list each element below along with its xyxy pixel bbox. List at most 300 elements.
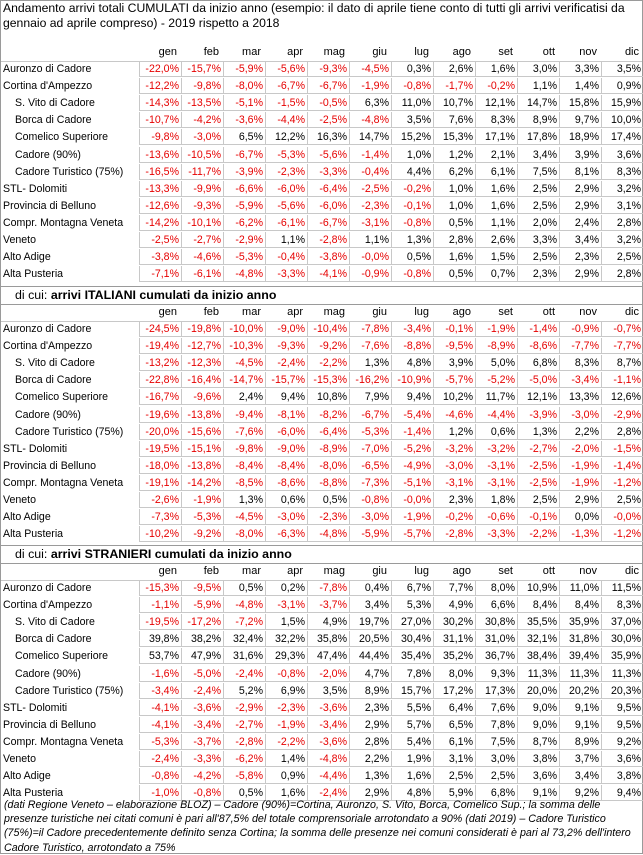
value-cell: 2,9% <box>559 198 601 214</box>
month-header: lug <box>414 306 429 318</box>
value-cell: -9,5% <box>433 338 475 354</box>
table-row <box>1 321 642 338</box>
value-cell: -5,9% <box>349 526 391 542</box>
value-cell: 6,5% <box>433 717 475 733</box>
value-cell: -10,9% <box>391 372 433 388</box>
value-cell: -14,2% <box>181 475 223 491</box>
value-cell: -3,4% <box>307 717 349 733</box>
value-cell: 9,2% <box>559 785 601 801</box>
value-cell: -3,3% <box>475 526 517 542</box>
value-cell: 2,0% <box>517 215 559 231</box>
value-cell: 9,5% <box>601 717 643 733</box>
value-cell: 15,9% <box>601 95 643 111</box>
value-cell: -8,4% <box>265 458 307 474</box>
table-row <box>1 666 642 683</box>
value-cell: 6,8% <box>475 785 517 801</box>
value-cell: -5,3% <box>349 424 391 440</box>
table-row <box>1 61 642 78</box>
value-cell: -19,6% <box>139 407 181 423</box>
value-cell: -10,2% <box>139 526 181 542</box>
value-cell: 0,6% <box>265 492 307 508</box>
value-cell: 17,4% <box>601 129 643 145</box>
value-cell: -0,8% <box>391 266 433 282</box>
value-cell: -10,7% <box>139 112 181 128</box>
month-header: mag <box>323 46 345 58</box>
value-cell: -3,0% <box>559 407 601 423</box>
row-label: Veneto <box>3 494 36 506</box>
value-cell: -11,7% <box>181 164 223 180</box>
value-cell: -0,1% <box>391 198 433 214</box>
value-cell: 14,7% <box>517 95 559 111</box>
value-cell: -2,9% <box>223 232 265 248</box>
value-cell: -2,4% <box>181 683 223 699</box>
value-cell: -13,3% <box>139 181 181 197</box>
value-cell: -7,8% <box>307 580 349 596</box>
value-cell: 2,9% <box>559 266 601 282</box>
row-label: Comelico Superiore <box>15 131 109 144</box>
row-label: Borca di Cadore <box>15 374 92 387</box>
value-cell: -1,9% <box>391 509 433 525</box>
month-header: apr <box>287 46 303 58</box>
value-cell: 2,4% <box>223 389 265 405</box>
value-cell: 35,2% <box>433 648 475 664</box>
value-cell: -6,6% <box>223 181 265 197</box>
value-cell: 31,0% <box>475 631 517 647</box>
table-row <box>1 492 642 509</box>
row-label: S. Vito di Cadore <box>15 616 95 629</box>
value-cell: -2,8% <box>307 232 349 248</box>
value-cell: -7,2% <box>223 614 265 630</box>
value-cell: -2,9% <box>601 407 643 423</box>
row-label: Compr. Montagna Veneta <box>3 735 124 748</box>
value-cell: -1,9% <box>475 321 517 337</box>
value-cell: 4,7% <box>349 666 391 682</box>
value-cell: 0,5% <box>391 249 433 265</box>
value-cell: -2,9% <box>223 700 265 716</box>
value-cell: 10,9% <box>517 580 559 596</box>
value-cell: 2,5% <box>517 198 559 214</box>
table-row <box>1 597 642 614</box>
value-cell: 1,6% <box>265 785 307 801</box>
value-cell: -2,8% <box>223 734 265 750</box>
table-row <box>1 475 642 492</box>
value-cell: -9,8% <box>223 441 265 457</box>
row-label: Comelico Superiore <box>15 650 109 663</box>
value-cell: -7,6% <box>349 338 391 354</box>
report-title: Andamento arrivi totali CUMULATI da inizio anno (esempio: il dato di aprile tiene conto di tutti gli arrivi verificatisi da gennaio ad aprile compreso) - 2019 rispetto a 2018 <box>3 1 625 30</box>
value-cell: -2,3% <box>265 164 307 180</box>
value-cell: -0,1% <box>517 509 559 525</box>
value-cell: 11,3% <box>601 666 643 682</box>
value-cell: -1,4% <box>601 458 643 474</box>
value-cell: 2,3% <box>517 266 559 282</box>
value-cell: 37,0% <box>601 614 643 630</box>
row-label: Comelico Superiore <box>15 391 109 404</box>
month-header: lug <box>414 565 429 577</box>
value-cell: 3,8% <box>517 751 559 767</box>
table-row <box>1 700 642 717</box>
value-cell: -3,0% <box>181 129 223 145</box>
value-cell: 12,2% <box>265 129 307 145</box>
value-cell: 9,4% <box>601 785 643 801</box>
value-cell: 6,3% <box>349 95 391 111</box>
value-cell: -9,0% <box>265 321 307 337</box>
value-cell: -1,1% <box>601 372 643 388</box>
table-row <box>1 683 642 700</box>
value-cell: 35,5% <box>517 614 559 630</box>
value-cell: -15,1% <box>181 441 223 457</box>
value-cell: -0,8% <box>181 785 223 801</box>
month-header: mar <box>242 306 261 318</box>
value-cell: -2,8% <box>433 526 475 542</box>
value-cell: -2,4% <box>265 355 307 371</box>
value-cell: -10,4% <box>307 321 349 337</box>
value-cell: -12,6% <box>139 198 181 214</box>
value-cell: 3,0% <box>517 61 559 77</box>
value-cell: -7,7% <box>601 338 643 354</box>
value-cell: 0,0% <box>559 509 601 525</box>
table-row <box>1 232 642 249</box>
value-cell: -5,6% <box>265 61 307 77</box>
month-header: gen <box>158 565 177 577</box>
row-label: Auronzo di Cadore <box>3 323 92 335</box>
table-row <box>1 181 642 198</box>
table-row <box>1 768 642 785</box>
value-cell: -2,7% <box>517 441 559 457</box>
value-cell: 12,1% <box>517 389 559 405</box>
month-header: nov <box>579 565 597 577</box>
value-cell: 8,4% <box>517 597 559 613</box>
row-label: Provincia di Belluno <box>3 199 97 212</box>
month-header: ott <box>542 46 555 58</box>
table-row <box>1 717 642 734</box>
value-cell: 0,7% <box>475 266 517 282</box>
month-header: set <box>498 46 513 58</box>
value-cell: 29,3% <box>265 648 307 664</box>
month-header: ago <box>452 46 471 58</box>
value-cell: 39,4% <box>559 648 601 664</box>
month-header: giu <box>372 46 387 58</box>
table-row <box>1 389 642 406</box>
value-cell: 8,9% <box>559 734 601 750</box>
value-cell: 11,3% <box>517 666 559 682</box>
value-cell: -4,2% <box>181 768 223 784</box>
value-cell: 9,1% <box>517 785 559 801</box>
value-cell: -3,4% <box>181 717 223 733</box>
value-cell: -0,0% <box>601 509 643 525</box>
row-label: Cortina d'Ampezzo <box>3 80 93 93</box>
row-label: Provincia di Belluno <box>3 718 97 731</box>
value-cell: 9,7% <box>559 112 601 128</box>
value-cell: -16,2% <box>349 372 391 388</box>
month-header: gen <box>158 306 177 318</box>
value-cell: 38,2% <box>181 631 223 647</box>
section-title <box>1 286 642 305</box>
value-cell: -14,7% <box>223 372 265 388</box>
value-cell: -2,4% <box>307 785 349 801</box>
value-cell: -0,7% <box>601 321 643 337</box>
value-cell: -1,5% <box>601 441 643 457</box>
value-cell: 12,6% <box>601 389 643 405</box>
value-cell: 32,4% <box>223 631 265 647</box>
value-cell: 0,5% <box>223 580 265 596</box>
value-cell: 11,7% <box>475 389 517 405</box>
month-header: mar <box>242 46 261 58</box>
value-cell: -2,0% <box>307 666 349 682</box>
value-cell: -8,2% <box>307 407 349 423</box>
table-row <box>1 147 642 164</box>
value-cell: 1,6% <box>433 249 475 265</box>
value-cell: -3,1% <box>349 215 391 231</box>
value-cell: -2,6% <box>139 492 181 508</box>
value-cell: -9,8% <box>181 78 223 94</box>
value-cell: 3,5% <box>307 683 349 699</box>
month-header: mag <box>323 565 345 577</box>
value-cell: -7,3% <box>349 475 391 491</box>
value-cell: 1,9% <box>391 751 433 767</box>
value-cell: -2,3% <box>349 198 391 214</box>
value-cell: 8,3% <box>601 597 643 613</box>
section-heading: arrivi ITALIANI cumulati da inizio anno <box>50 288 277 302</box>
value-cell: -0,0% <box>349 249 391 265</box>
value-cell: -2,0% <box>559 441 601 457</box>
value-cell: 3,7% <box>559 751 601 767</box>
value-cell: 8,7% <box>517 734 559 750</box>
table-row <box>1 580 642 597</box>
row-label: Auronzo di Cadore <box>3 63 92 75</box>
value-cell: 4,4% <box>391 164 433 180</box>
value-cell: -4,6% <box>433 407 475 423</box>
row-label: Cadore Turistico (75%) <box>15 684 124 697</box>
value-cell: 3,9% <box>559 147 601 163</box>
value-cell: -19,5% <box>139 441 181 457</box>
value-cell: -5,2% <box>475 372 517 388</box>
value-cell: 1,3% <box>349 768 391 784</box>
value-cell: -5,0% <box>181 666 223 682</box>
value-cell: -13,6% <box>139 147 181 163</box>
value-cell: 1,0% <box>391 147 433 163</box>
value-cell: 3,4% <box>559 232 601 248</box>
value-cell: -5,3% <box>223 249 265 265</box>
value-cell: 30,8% <box>475 614 517 630</box>
value-cell: -8,8% <box>391 338 433 354</box>
value-cell: 10,7% <box>433 95 475 111</box>
value-cell: 5,5% <box>391 700 433 716</box>
value-cell: 20,0% <box>517 683 559 699</box>
value-cell: -1,3% <box>559 526 601 542</box>
value-cell: 0,9% <box>601 78 643 94</box>
value-cell: 8,3% <box>475 112 517 128</box>
value-cell: 44,4% <box>349 648 391 664</box>
table-row <box>1 164 642 181</box>
value-cell: -13,5% <box>181 95 223 111</box>
value-cell: -0,9% <box>559 321 601 337</box>
value-cell: 18,9% <box>559 129 601 145</box>
month-header: mag <box>323 306 345 318</box>
value-cell: 15,2% <box>391 129 433 145</box>
value-cell: -4,8% <box>223 266 265 282</box>
value-cell: 1,3% <box>391 232 433 248</box>
value-cell: 2,9% <box>349 785 391 801</box>
table-row <box>1 614 642 631</box>
table-row <box>1 526 642 543</box>
value-cell: 6,1% <box>475 164 517 180</box>
value-cell: -0,1% <box>433 321 475 337</box>
row-label: Cortina d'Ampezzo <box>3 340 93 353</box>
value-cell: 1,1% <box>517 78 559 94</box>
row-label: Compr. Montagna Veneta <box>3 216 124 229</box>
section-prefix: di cui: <box>15 547 51 561</box>
value-cell: 0,3% <box>391 61 433 77</box>
value-cell: -8,0% <box>223 78 265 94</box>
table-row <box>1 355 642 372</box>
value-cell: -2,7% <box>223 717 265 733</box>
value-cell: 1,5% <box>265 614 307 630</box>
month-header: feb <box>203 306 219 318</box>
value-cell: -9,3% <box>307 61 349 77</box>
value-cell: 2,2% <box>349 751 391 767</box>
value-cell: -0,6% <box>475 509 517 525</box>
value-cell: 2,8% <box>601 424 643 440</box>
value-cell: -1,2% <box>601 526 643 542</box>
footnote: (dati Regione Veneto – elaborazione BLOZ) – Cadore (90%)=Cortina, Auronzo, S. Vito, Borca, Comelico Sup.; la somma delle presenze turistiche nei citati comuni è pari all'87,5% del totale comprensoriale arrotondato a 90% (dati 2019) – Cadore Turistico (75%)=il Cadore precedentemente definito senza Cortina; la somma delle presenze nei comuni considerati è pari al 73,2% dell'intero Cadore Turistico, arrotondato a 75% <box>4 799 631 854</box>
value-cell: -2,3% <box>307 509 349 525</box>
value-cell: -1,9% <box>559 458 601 474</box>
value-cell: -8,0% <box>223 526 265 542</box>
value-cell: -0,0% <box>391 492 433 508</box>
value-cell: -3,0% <box>349 509 391 525</box>
month-header: feb <box>203 46 219 58</box>
value-cell: 53,7% <box>139 648 181 664</box>
value-cell: -3,6% <box>223 112 265 128</box>
value-cell: 2,4% <box>559 215 601 231</box>
value-cell: -2,2% <box>265 734 307 750</box>
value-cell: 3,6% <box>601 147 643 163</box>
value-cell: -1,9% <box>349 78 391 94</box>
value-cell: 2,5% <box>433 768 475 784</box>
value-cell: -20,0% <box>139 424 181 440</box>
value-cell: -0,2% <box>475 78 517 94</box>
row-label: Alta Pusteria <box>3 787 64 800</box>
value-cell: 38,4% <box>517 648 559 664</box>
row-label: Cadore (90%) <box>15 148 81 161</box>
value-cell: -2,2% <box>307 355 349 371</box>
value-cell: 8,9% <box>517 112 559 128</box>
value-cell: 30,4% <box>391 631 433 647</box>
value-cell: -8,0% <box>307 458 349 474</box>
value-cell: -8,9% <box>475 338 517 354</box>
row-label: Cadore (90%) <box>15 408 81 421</box>
value-cell: -16,4% <box>181 372 223 388</box>
value-cell: 2,1% <box>475 147 517 163</box>
value-cell: -1,9% <box>265 717 307 733</box>
value-cell: -0,8% <box>391 215 433 231</box>
value-cell: -6,7% <box>349 407 391 423</box>
value-cell: -15,3% <box>307 372 349 388</box>
value-cell: 47,9% <box>181 648 223 664</box>
value-cell: -14,2% <box>139 215 181 231</box>
value-cell: -3,0% <box>265 509 307 525</box>
table-row <box>1 78 642 95</box>
value-cell: 17,3% <box>475 683 517 699</box>
value-cell: -3,8% <box>139 249 181 265</box>
value-cell: 27,0% <box>391 614 433 630</box>
value-cell: -13,2% <box>139 355 181 371</box>
value-cell: 8,7% <box>601 355 643 371</box>
value-cell: 3,1% <box>601 198 643 214</box>
value-cell: 1,1% <box>349 232 391 248</box>
value-cell: -3,7% <box>307 597 349 613</box>
table-row <box>1 407 642 424</box>
value-cell: 0,4% <box>349 580 391 596</box>
value-cell: -9,3% <box>181 198 223 214</box>
value-cell: -3,2% <box>475 441 517 457</box>
value-cell: -8,6% <box>517 338 559 354</box>
value-cell: 10,0% <box>601 112 643 128</box>
value-cell: -8,4% <box>223 458 265 474</box>
value-cell: -6,1% <box>181 266 223 282</box>
value-cell: -0,8% <box>391 78 433 94</box>
value-cell: -1,7% <box>433 78 475 94</box>
value-cell: -2,4% <box>223 666 265 682</box>
value-cell: 1,3% <box>223 492 265 508</box>
value-cell: 20,3% <box>601 683 643 699</box>
value-cell: -4,6% <box>181 249 223 265</box>
value-cell: 2,6% <box>433 61 475 77</box>
value-cell: 35,9% <box>559 614 601 630</box>
value-cell: -8,6% <box>265 475 307 491</box>
value-cell: 6,4% <box>433 700 475 716</box>
value-cell: -4,5% <box>223 509 265 525</box>
value-cell: -0,2% <box>391 181 433 197</box>
value-cell: 2,8% <box>601 215 643 231</box>
value-cell: -6,7% <box>307 215 349 231</box>
value-cell: -5,9% <box>181 597 223 613</box>
value-cell: 20,2% <box>559 683 601 699</box>
value-cell: -4,1% <box>139 700 181 716</box>
value-cell: 2,8% <box>349 734 391 750</box>
value-cell: -5,3% <box>265 147 307 163</box>
row-label: Cadore Turistico (75%) <box>15 165 124 178</box>
value-cell: -0,8% <box>139 768 181 784</box>
table-row <box>1 249 642 266</box>
table-row <box>1 338 642 355</box>
value-cell: -19,5% <box>139 614 181 630</box>
value-cell: 0,5% <box>433 215 475 231</box>
row-label: Alto Adige <box>3 251 51 264</box>
value-cell: -16,7% <box>139 389 181 405</box>
value-cell: -10,0% <box>223 321 265 337</box>
value-cell: 1,6% <box>475 61 517 77</box>
value-cell: -19,8% <box>181 321 223 337</box>
value-cell: -13,8% <box>181 458 223 474</box>
value-cell: 2,3% <box>433 492 475 508</box>
row-label: Provincia di Belluno <box>3 459 97 472</box>
value-cell: -3,3% <box>307 164 349 180</box>
value-cell: -3,9% <box>517 407 559 423</box>
value-cell: 2,5% <box>475 768 517 784</box>
value-cell: 7,6% <box>475 700 517 716</box>
value-cell: 32,2% <box>265 631 307 647</box>
value-cell: 30,0% <box>601 631 643 647</box>
value-cell: 1,2% <box>433 424 475 440</box>
value-cell: 7,5% <box>475 734 517 750</box>
value-cell: 17,2% <box>433 683 475 699</box>
value-cell: 5,2% <box>223 683 265 699</box>
month-header-row <box>1 564 642 579</box>
value-cell: -2,2% <box>517 526 559 542</box>
value-cell: 8,0% <box>475 580 517 596</box>
